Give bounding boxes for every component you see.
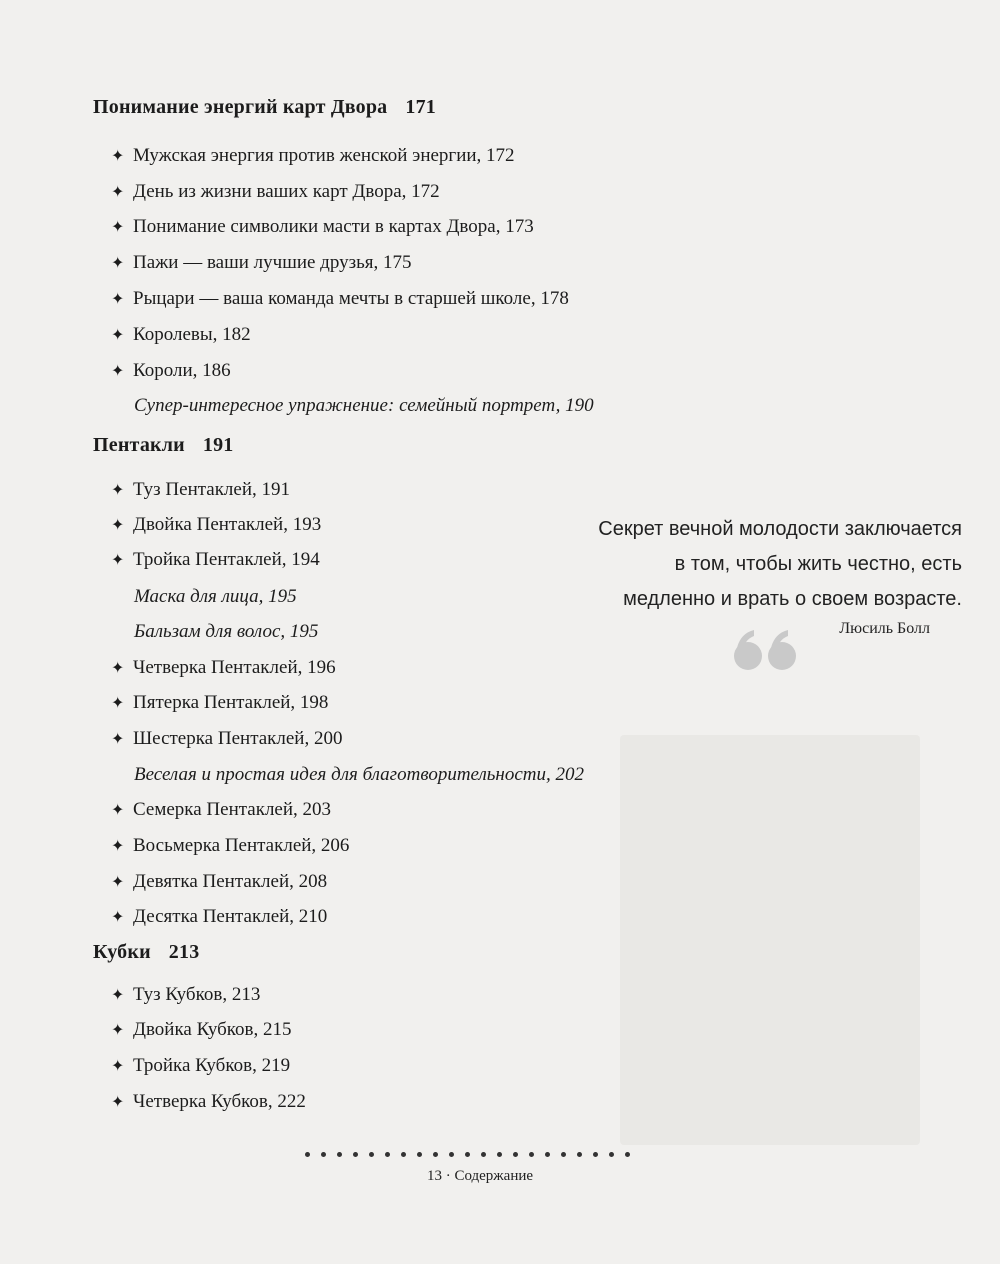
star-bullet-icon: ✦ xyxy=(111,517,125,534)
toc-entry: ✦ Пятерка Пентаклей, 198 xyxy=(111,692,329,713)
star-bullet-icon: ✦ xyxy=(111,874,125,891)
star-bullet-icon: ✦ xyxy=(111,731,125,748)
toc-entry: ✦ Двойка Кубков, 215 xyxy=(111,1019,292,1040)
section-heading-pentacles: Пентакли 191 xyxy=(93,434,234,456)
toc-entry: ✦ Четверка Кубков, 222 xyxy=(111,1091,306,1112)
toc-entry: ✦ Короли, 186 xyxy=(111,360,231,381)
star-bullet-icon: ✦ xyxy=(111,1058,125,1075)
toc-entry: ✦ Тройка Пентаклей, 194 xyxy=(111,549,320,570)
bleed-through-image xyxy=(620,735,920,1145)
section-heading-court-cards: Понимание энергий карт Двора 171 xyxy=(93,96,436,118)
footer-dot-divider xyxy=(305,1152,630,1157)
star-bullet-icon: ✦ xyxy=(111,909,125,926)
page-number: 13 xyxy=(426,1168,442,1184)
star-bullet-icon: ✦ xyxy=(111,552,125,569)
section-heading-cups: Кубки 213 xyxy=(93,941,200,963)
running-title: Содержание xyxy=(454,1168,534,1184)
toc-entry: ✦ Девятка Пентаклей, 208 xyxy=(111,871,328,892)
toc-entry: ✦ Тройка Кубков, 219 xyxy=(111,1055,291,1076)
toc-entry: ✦ Пажи — ваши лучшие друзья, 175 xyxy=(111,252,412,273)
toc-entry: ✦ Семерка Пентаклей, 203 xyxy=(111,799,332,820)
star-bullet-icon: ✦ xyxy=(111,255,125,272)
star-bullet-icon: ✦ xyxy=(111,695,125,712)
toc-entry: ✦ Четверка Пентаклей, 196 xyxy=(111,657,336,678)
toc-entry: ✦ Туз Кубков, 213 xyxy=(111,984,261,1005)
toc-entry: ✦ Понимание символики масти в картах Двора, 173 xyxy=(111,216,534,237)
star-bullet-icon: ✦ xyxy=(111,987,125,1004)
star-bullet-icon: ✦ xyxy=(111,184,125,201)
toc-entry: ✦ Двойка Пентаклей, 193 xyxy=(111,514,322,535)
toc-subentry: Бальзам для волос, 195 xyxy=(134,621,319,642)
epigraph-quote: Секрет вечной молодости заключается в том, чтобы жить честно, есть медленно и врать о своем возрасте. xyxy=(598,518,962,610)
star-bullet-icon: ✦ xyxy=(111,327,125,344)
toc-entry: ✦ Десятка Пентаклей, 210 xyxy=(111,906,328,927)
star-bullet-icon: ✦ xyxy=(111,660,125,677)
star-bullet-icon: ✦ xyxy=(111,363,125,380)
star-bullet-icon: ✦ xyxy=(111,802,125,819)
toc-entry: ✦ Мужская энергия против женской энергии, 172 xyxy=(111,145,515,166)
star-bullet-icon: ✦ xyxy=(111,1022,125,1039)
star-bullet-icon: ✦ xyxy=(111,148,125,165)
toc-entry: ✦ Шестерка Пентаклей, 200 xyxy=(111,728,343,749)
toc-subentry: Супер-интересное упражнение: семейный портрет, 190 xyxy=(134,395,594,416)
toc-entry: ✦ Туз Пентаклей, 191 xyxy=(111,479,291,500)
page-footer: 13 · Содержание xyxy=(426,1168,534,1184)
toc-subentry: Маска для лица, 195 xyxy=(134,586,297,607)
star-bullet-icon: ✦ xyxy=(111,838,125,855)
quote-author: Люсиль Болл xyxy=(839,620,930,637)
toc-subentry: Веселая и простая идея для благотворительности, 202 xyxy=(134,764,585,785)
quotation-mark-icon xyxy=(732,628,800,676)
toc-entry: ✦ Королевы, 182 xyxy=(111,324,251,345)
star-bullet-icon: ✦ xyxy=(111,482,125,499)
toc-entry: ✦ Рыцари — ваша команда мечты в старшей школе, 178 xyxy=(111,288,569,309)
toc-entry: ✦ День из жизни ваших карт Двора, 172 xyxy=(111,181,440,202)
star-bullet-icon: ✦ xyxy=(111,219,125,236)
star-bullet-icon: ✦ xyxy=(111,1094,125,1111)
star-bullet-icon: ✦ xyxy=(111,291,125,308)
toc-entry: ✦ Восьмерка Пентаклей, 206 xyxy=(111,835,350,856)
